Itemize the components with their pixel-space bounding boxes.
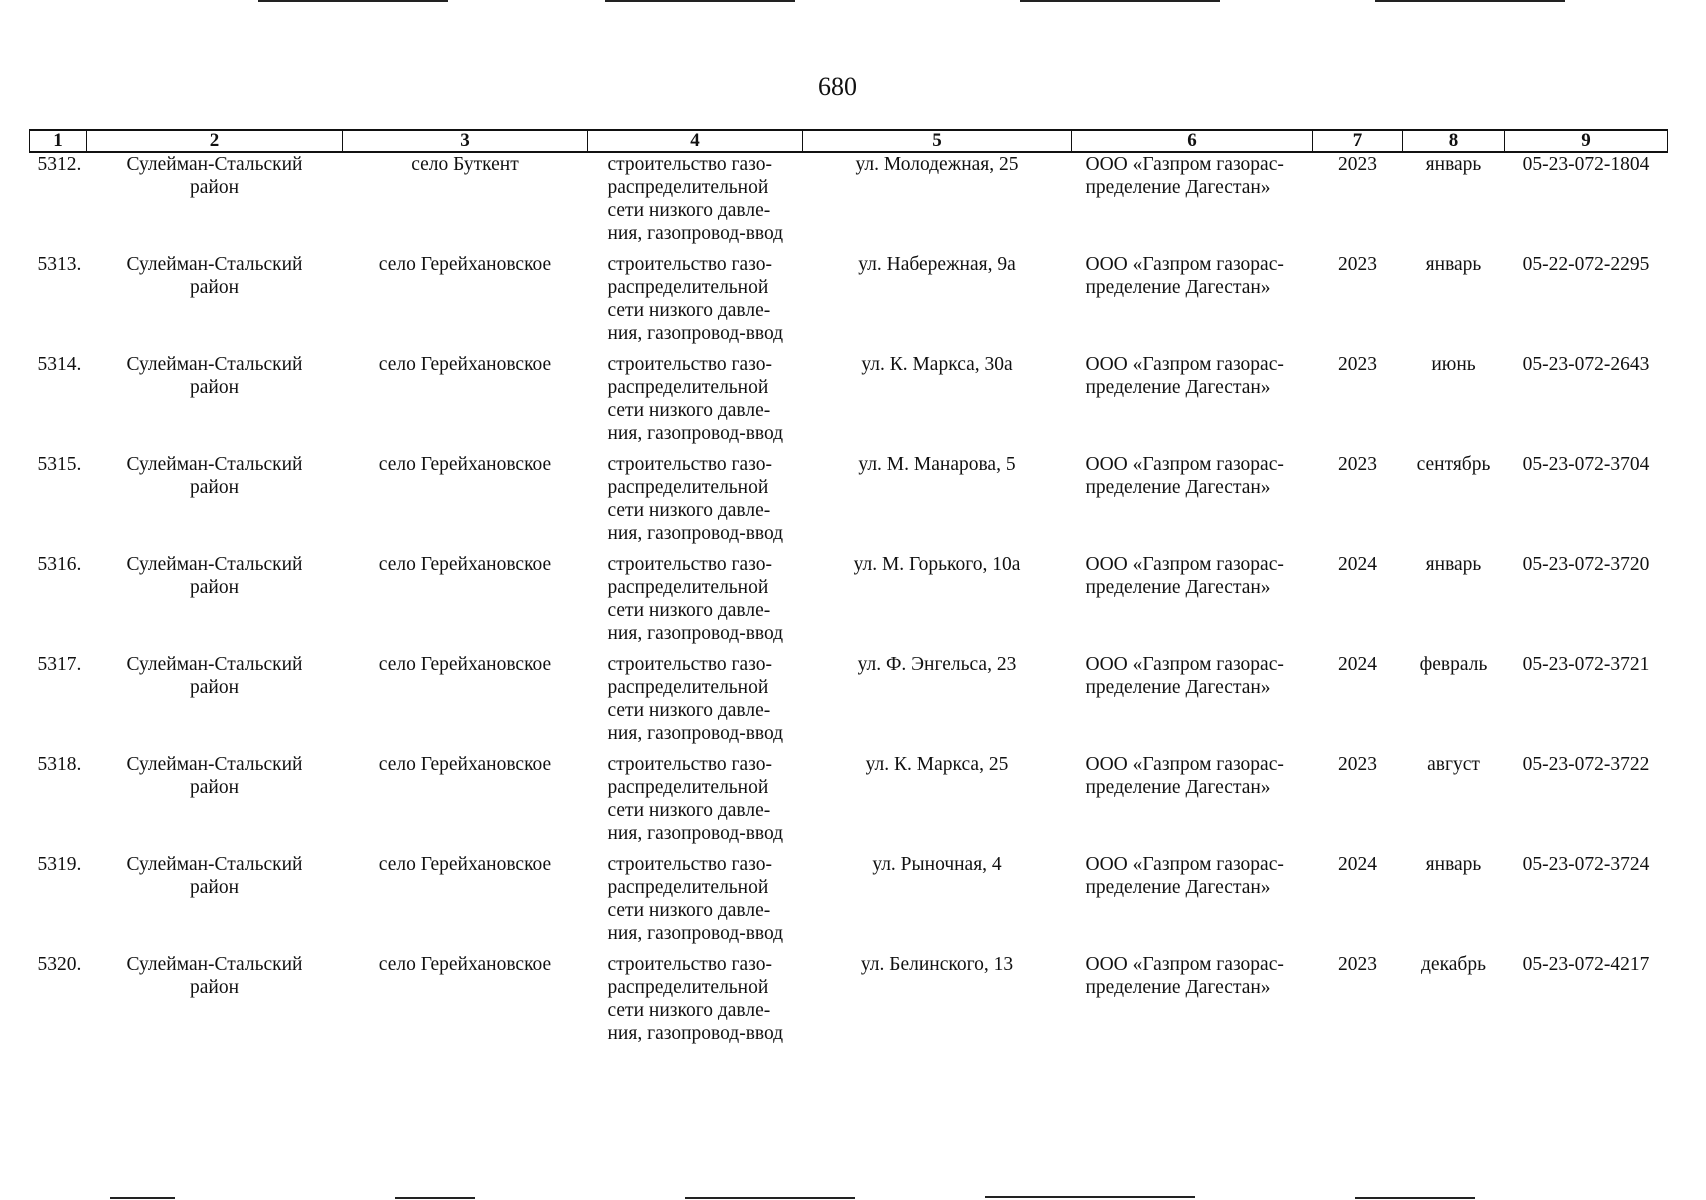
purpose-line-3: сети низкого давле- (607, 200, 771, 221)
month-text: январь (1425, 154, 1482, 175)
purpose-line-4: ния, газопровод-ввод (607, 923, 784, 944)
organization-line-1: ООО «Газпром газорас- (1085, 254, 1284, 275)
district-line-1: Сулейман-Стальский (126, 854, 303, 875)
organization-cell (1072, 253, 1313, 353)
purpose-cell (588, 953, 803, 1053)
district-line-1: Сулейман-Стальский (126, 354, 303, 375)
district-line-2: район (189, 277, 240, 298)
purpose-cell (588, 753, 803, 853)
month-text: январь (1425, 254, 1482, 275)
organization-line-2: пределение Дагестан» (1085, 977, 1271, 998)
code-text: 05-23-072-3720 (1522, 554, 1650, 575)
code-cell (1505, 353, 1668, 453)
row-number (30, 453, 87, 553)
year-text: 2024 (1338, 554, 1377, 575)
row-number (30, 853, 87, 953)
purpose-line-2: распределительной (607, 877, 769, 898)
purpose-line-4: ния, газопровод-ввод (607, 823, 784, 844)
address-text: ул. Белинского, 13 (860, 954, 1014, 975)
year-cell (1313, 353, 1403, 453)
district-line-2: район (189, 877, 240, 898)
organization-line-1: ООО «Газпром газорас- (1085, 554, 1284, 575)
row-number (30, 653, 87, 753)
table-row (30, 553, 1668, 653)
row-number-text: 5319. (37, 854, 82, 875)
district-line-1: Сулейман-Стальский (126, 254, 303, 275)
address-text: ул. К. Маркса, 25 (865, 754, 1009, 775)
organization-line-2: пределение Дагестан» (1085, 877, 1271, 898)
district-line-1: Сулейман-Стальский (126, 554, 303, 575)
table-row (30, 152, 1668, 253)
month-cell (1403, 753, 1505, 853)
year-cell (1313, 953, 1403, 1053)
settlement-text: село Герейхановское (378, 954, 552, 975)
year-text: 2023 (1338, 954, 1377, 975)
address-cell (803, 353, 1072, 453)
organization-line-1: ООО «Газпром газорас- (1085, 854, 1284, 875)
settlement-cell (343, 653, 588, 753)
district-line-2: район (189, 977, 240, 998)
purpose-line-3: сети низкого давле- (607, 900, 771, 921)
purpose-line-1: строительство газо- (607, 854, 773, 875)
month-cell (1403, 553, 1505, 653)
year-text: 2024 (1338, 654, 1377, 675)
organization-line-1: ООО «Газпром газорас- (1085, 454, 1284, 475)
district-cell (87, 353, 343, 453)
scan-mark-top-1 (258, 0, 448, 2)
row-number-text: 5320. (37, 954, 82, 975)
settlement-text: село Герейхановское (378, 554, 552, 575)
organization-cell (1072, 953, 1313, 1053)
scan-mark-bottom-1 (110, 1197, 175, 1199)
purpose-line-1: строительство газо- (607, 254, 773, 275)
registry-table-wrapper (29, 129, 1667, 1053)
code-text: 05-23-072-3722 (1522, 754, 1650, 775)
settlement-text: село Герейхановское (378, 654, 552, 675)
header-col-5: 5 (803, 130, 1072, 152)
month-text: июнь (1431, 354, 1476, 375)
address-text: ул. Молодежная, 25 (855, 154, 1019, 175)
header-row (30, 130, 1668, 152)
purpose-line-4: ния, газопровод-ввод (607, 223, 784, 244)
scan-mark-top-3 (1020, 0, 1220, 2)
month-text: сентябрь (1416, 454, 1491, 475)
district-line-2: район (189, 777, 240, 798)
district-cell (87, 453, 343, 553)
address-text: ул. К. Маркса, 30а (861, 354, 1013, 375)
year-text: 2023 (1338, 154, 1377, 175)
row-number (30, 152, 87, 253)
purpose-line-4: ния, газопровод-ввод (607, 723, 784, 744)
organization-line-2: пределение Дагестан» (1085, 777, 1271, 798)
row-number (30, 353, 87, 453)
organization-line-2: пределение Дагестан» (1085, 677, 1271, 698)
table-row (30, 353, 1668, 453)
settlement-cell (343, 953, 588, 1053)
code-text: 05-23-072-2643 (1522, 354, 1650, 375)
purpose-line-4: ния, газопровод-ввод (607, 323, 784, 344)
organization-line-2: пределение Дагестан» (1085, 377, 1271, 398)
purpose-cell (588, 353, 803, 453)
month-text: февраль (1419, 654, 1488, 675)
settlement-cell (343, 152, 588, 253)
settlement-text: село Буткент (411, 154, 519, 175)
purpose-line-2: распределительной (607, 377, 769, 398)
month-cell (1403, 453, 1505, 553)
month-cell (1403, 953, 1505, 1053)
purpose-cell (588, 653, 803, 753)
year-cell (1313, 253, 1403, 353)
month-cell (1403, 853, 1505, 953)
purpose-line-1: строительство газо- (607, 454, 773, 475)
code-text: 05-22-072-2295 (1522, 254, 1650, 275)
organization-line-1: ООО «Газпром газорас- (1085, 954, 1284, 975)
district-cell (87, 653, 343, 753)
header-col-8: 8 (1403, 130, 1505, 152)
year-text: 2024 (1338, 854, 1377, 875)
month-cell (1403, 152, 1505, 253)
row-number (30, 753, 87, 853)
row-number (30, 553, 87, 653)
purpose-line-3: сети низкого давле- (607, 600, 771, 621)
settlement-text: село Герейхановское (378, 254, 552, 275)
district-line-2: район (189, 577, 240, 598)
purpose-cell (588, 453, 803, 553)
purpose-line-4: ния, газопровод-ввод (607, 623, 784, 644)
table-body (30, 152, 1668, 1053)
address-cell (803, 853, 1072, 953)
purpose-line-4: ния, газопровод-ввод (607, 1023, 784, 1044)
address-text: ул. Набережная, 9а (858, 254, 1016, 275)
purpose-cell (588, 253, 803, 353)
month-cell (1403, 653, 1505, 753)
purpose-line-1: строительство газо- (607, 754, 773, 775)
code-cell (1505, 953, 1668, 1053)
table-row (30, 953, 1668, 1053)
purpose-line-1: строительство газо- (607, 154, 773, 175)
year-text: 2023 (1338, 454, 1377, 475)
settlement-cell (343, 253, 588, 353)
organization-cell (1072, 853, 1313, 953)
organization-line-1: ООО «Газпром газорас- (1085, 354, 1284, 375)
code-cell (1505, 253, 1668, 353)
settlement-cell (343, 853, 588, 953)
district-cell (87, 152, 343, 253)
organization-line-1: ООО «Газпром газорас- (1085, 154, 1284, 175)
purpose-line-2: распределительной (607, 577, 769, 598)
month-text: август (1427, 754, 1480, 775)
organization-cell (1072, 353, 1313, 453)
header-col-1: 1 (30, 130, 87, 152)
purpose-line-2: распределительной (607, 277, 769, 298)
code-text: 05-23-072-3721 (1522, 654, 1650, 675)
district-cell (87, 553, 343, 653)
year-text: 2023 (1338, 354, 1377, 375)
address-cell (803, 553, 1072, 653)
organization-line-2: пределение Дагестан» (1085, 277, 1271, 298)
purpose-cell (588, 553, 803, 653)
district-line-2: район (189, 177, 240, 198)
row-number-text: 5317. (37, 654, 82, 675)
settlement-cell (343, 353, 588, 453)
address-text: ул. М. Горького, 10а (853, 554, 1021, 575)
organization-line-1: ООО «Газпром газорас- (1085, 654, 1284, 675)
scan-mark-bottom-2 (395, 1197, 475, 1199)
table-row (30, 853, 1668, 953)
purpose-line-2: распределительной (607, 177, 769, 198)
settlement-cell (343, 453, 588, 553)
scan-mark-top-4 (1375, 0, 1565, 2)
district-line-1: Сулейман-Стальский (126, 454, 303, 475)
settlement-text: село Герейхановское (378, 354, 552, 375)
purpose-line-1: строительство газо- (607, 654, 773, 675)
month-text: январь (1425, 854, 1482, 875)
header-col-2: 2 (87, 130, 343, 152)
code-cell (1505, 152, 1668, 253)
settlement-text: село Герейхановское (378, 754, 552, 775)
table-row (30, 753, 1668, 853)
purpose-line-4: ния, газопровод-ввод (607, 523, 784, 544)
purpose-cell (588, 853, 803, 953)
month-text: декабрь (1421, 954, 1486, 975)
year-cell (1313, 653, 1403, 753)
settlement-text: село Герейхановское (378, 854, 552, 875)
purpose-line-2: распределительной (607, 977, 769, 998)
organization-cell (1072, 653, 1313, 753)
row-number (30, 953, 87, 1053)
row-number-text: 5318. (37, 754, 82, 775)
address-text: ул. Ф. Энгельса, 23 (857, 654, 1017, 675)
row-number-text: 5313. (37, 254, 82, 275)
district-line-1: Сулейман-Стальский (126, 654, 303, 675)
address-cell (803, 253, 1072, 353)
organization-line-2: пределение Дагестан» (1085, 177, 1271, 198)
year-cell (1313, 853, 1403, 953)
settlement-cell (343, 753, 588, 853)
code-cell (1505, 753, 1668, 853)
year-cell (1313, 553, 1403, 653)
purpose-line-1: строительство газо- (607, 554, 773, 575)
code-cell (1505, 853, 1668, 953)
address-cell (803, 152, 1072, 253)
row-number-text: 5316. (37, 554, 82, 575)
table-row (30, 253, 1668, 353)
header-col-9: 9 (1505, 130, 1668, 152)
organization-cell (1072, 152, 1313, 253)
district-line-2: район (189, 677, 240, 698)
district-cell (87, 253, 343, 353)
year-text: 2023 (1338, 254, 1377, 275)
scan-mark-bottom-5 (1355, 1197, 1475, 1199)
address-cell (803, 753, 1072, 853)
purpose-line-2: распределительной (607, 777, 769, 798)
purpose-line-4: ния, газопровод-ввод (607, 423, 784, 444)
district-line-2: район (189, 377, 240, 398)
district-line-1: Сулейман-Стальский (126, 154, 303, 175)
table-row (30, 453, 1668, 553)
row-number-text: 5314. (37, 354, 82, 375)
district-cell (87, 953, 343, 1053)
header-col-4: 4 (588, 130, 803, 152)
district-cell (87, 753, 343, 853)
code-text: 05-23-072-1804 (1522, 154, 1650, 175)
table-row (30, 653, 1668, 753)
district-line-1: Сулейман-Стальский (126, 754, 303, 775)
purpose-line-1: строительство газо- (607, 954, 773, 975)
address-cell (803, 953, 1072, 1053)
address-text: ул. Рыночная, 4 (872, 854, 1002, 875)
row-number-text: 5312. (37, 154, 82, 175)
district-line-1: Сулейман-Стальский (126, 954, 303, 975)
row-number (30, 253, 87, 353)
header-col-6: 6 (1072, 130, 1313, 152)
row-number-text: 5315. (37, 454, 82, 475)
settlement-text: село Герейхановское (378, 454, 552, 475)
month-cell (1403, 353, 1505, 453)
scan-mark-bottom-4 (985, 1196, 1195, 1198)
organization-line-1: ООО «Газпром газорас- (1085, 754, 1284, 775)
code-cell (1505, 653, 1668, 753)
address-cell (803, 453, 1072, 553)
header-col-7: 7 (1313, 130, 1403, 152)
purpose-line-1: строительство газо- (607, 354, 773, 375)
year-text: 2023 (1338, 754, 1377, 775)
scan-mark-top-2 (605, 0, 795, 2)
code-cell (1505, 553, 1668, 653)
purpose-line-3: сети низкого давле- (607, 500, 771, 521)
year-cell (1313, 753, 1403, 853)
month-text: январь (1425, 554, 1482, 575)
district-cell (87, 853, 343, 953)
purpose-line-3: сети низкого давле- (607, 300, 771, 321)
address-cell (803, 653, 1072, 753)
code-text: 05-23-072-3724 (1522, 854, 1650, 875)
organization-line-2: пределение Дагестан» (1085, 577, 1271, 598)
purpose-line-3: сети низкого давле- (607, 400, 771, 421)
code-text: 05-23-072-3704 (1522, 454, 1650, 475)
year-cell (1313, 152, 1403, 253)
district-line-2: район (189, 477, 240, 498)
address-text: ул. М. Манарова, 5 (858, 454, 1016, 475)
purpose-line-2: распределительной (607, 477, 769, 498)
organization-line-2: пределение Дагестан» (1085, 477, 1271, 498)
organization-cell (1072, 753, 1313, 853)
year-cell (1313, 453, 1403, 553)
purpose-line-3: сети низкого давле- (607, 1000, 771, 1021)
purpose-line-3: сети низкого давле- (607, 800, 771, 821)
settlement-cell (343, 553, 588, 653)
code-text: 05-23-072-4217 (1522, 954, 1650, 975)
page-number: 680 (818, 72, 857, 101)
month-cell (1403, 253, 1505, 353)
purpose-line-3: сети низкого давле- (607, 700, 771, 721)
code-cell (1505, 453, 1668, 553)
purpose-line-2: распределительной (607, 677, 769, 698)
header-col-3: 3 (343, 130, 588, 152)
organization-cell (1072, 453, 1313, 553)
scan-mark-bottom-3 (685, 1197, 855, 1199)
registry-table (29, 129, 1668, 1053)
table-header (30, 130, 1668, 152)
organization-cell (1072, 553, 1313, 653)
purpose-cell (588, 152, 803, 253)
